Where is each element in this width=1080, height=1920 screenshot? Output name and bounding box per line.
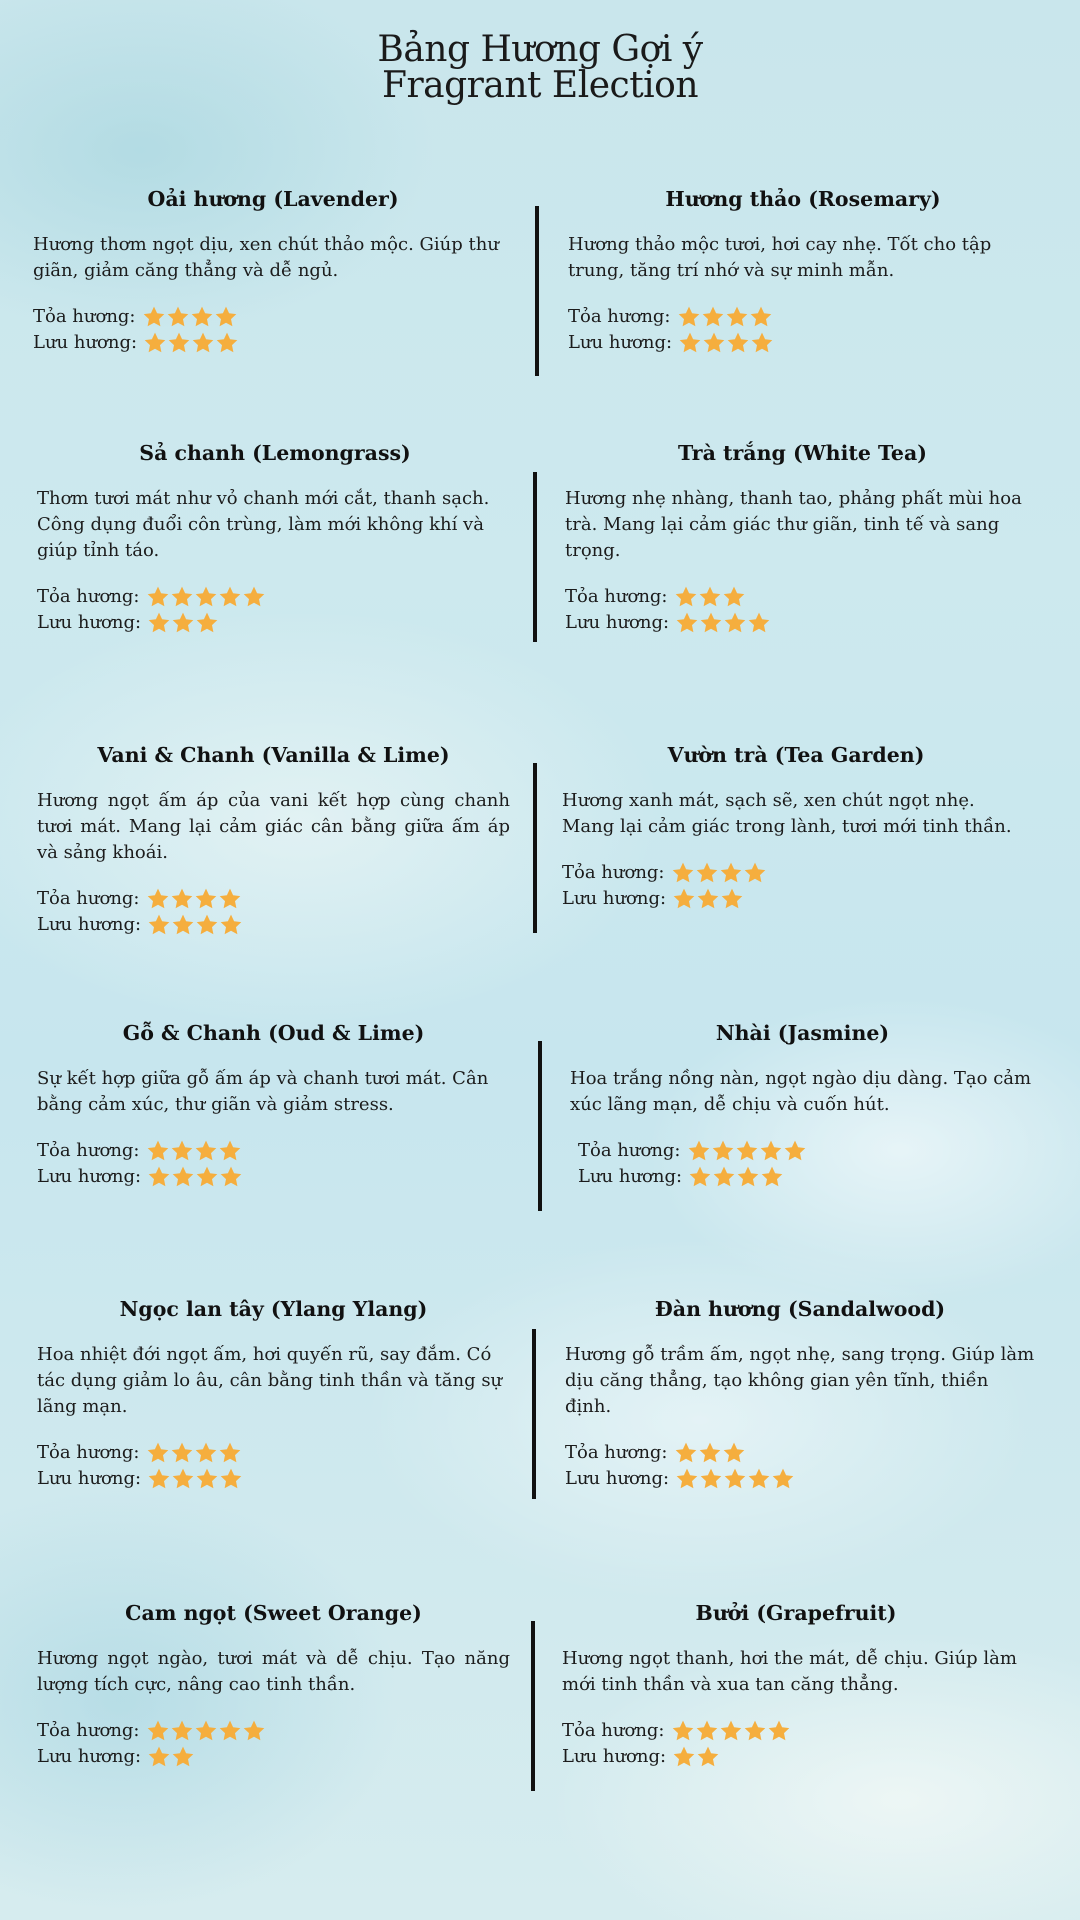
star-icon [725, 305, 749, 329]
star-rating [147, 611, 219, 635]
card-description: Hương nhẹ nhàng, thanh tao, phảng phất mùi hoa trà. Mang lại cảm giác thư giãn, tinh tế và sang trọng. [565, 488, 1022, 561]
ratings [565, 584, 1040, 636]
diffusion-label: Tỏa hương: [37, 1140, 140, 1161]
card-title: Nhài (Jasmine) [715, 1021, 890, 1045]
card-rosemary [568, 186, 1038, 356]
star-icon [747, 1467, 771, 1491]
star-icon [750, 331, 774, 355]
longevity-rating [37, 1466, 510, 1492]
card-title: Vườn trà (Tea Garden) [667, 743, 925, 767]
star-icon [672, 1745, 696, 1769]
star-icon [701, 305, 725, 329]
diffusion-rating [33, 304, 513, 330]
diffusion-label: Tỏa hương: [568, 306, 671, 327]
diffusion-rating [562, 1718, 1030, 1744]
diffusion-rating [568, 304, 1038, 330]
star-icon [214, 305, 238, 329]
star-icon [711, 1139, 735, 1163]
star-rating [147, 1467, 243, 1491]
card-description: Hương ngọt ngào, tươi mát và dễ chịu. Tạo năng lượng tích cực, nâng cao tinh thần. [37, 1648, 510, 1695]
card-description: Hương thảo mộc tươi, hơi cay nhẹ. Tốt cho tập trung, tăng trí nhớ và sự minh mẫn. [568, 234, 992, 281]
star-icon [170, 887, 194, 911]
star-icon [749, 305, 773, 329]
star-icon [699, 611, 723, 635]
star-icon [218, 1719, 242, 1743]
star-icon [743, 1719, 767, 1743]
star-rating [147, 913, 243, 937]
card-description: Hương ngọt ấm áp của vani kết hợp cùng chanh tươi mát. Mang lại cảm giác cân bằng giữa ấm áp và sảng khoái. [37, 790, 510, 863]
star-icon [147, 913, 171, 937]
star-rating [687, 1139, 807, 1163]
diffusion-label: Tỏa hương: [562, 862, 665, 883]
star-rating [146, 1139, 242, 1163]
card-title: Cam ngọt (Sweet Orange) [125, 1601, 422, 1625]
star-icon [698, 1441, 722, 1465]
star-icon [171, 1467, 195, 1491]
star-icon [759, 1139, 783, 1163]
star-icon [170, 1441, 194, 1465]
diffusion-rating [37, 584, 513, 610]
longevity-label: Lưu hương: [37, 914, 142, 935]
card-description: Thơm tươi mát như vỏ chanh mới cắt, thanh sạch. Công dụng đuổi côn trùng, làm mới không khí và giúp tỉnh táo. [37, 488, 490, 561]
star-icon [671, 861, 695, 885]
star-icon [767, 1719, 791, 1743]
longevity-rating [37, 912, 510, 938]
ratings [37, 886, 510, 938]
star-rating [672, 1745, 720, 1769]
star-icon [195, 913, 219, 937]
star-icon [696, 887, 720, 911]
ratings [37, 584, 513, 636]
longevity-rating [37, 610, 513, 636]
star-icon [695, 1719, 719, 1743]
star-icon [191, 331, 215, 355]
star-icon [194, 1139, 218, 1163]
star-icon [719, 1719, 743, 1743]
star-icon [722, 585, 746, 609]
longevity-label: Lưu hương: [578, 1166, 683, 1187]
card-title: Hương thảo (Rosemary) [665, 187, 941, 211]
card-description: Hương xanh mát, sạch sẽ, xen chút ngọt nhẹ. Mang lại cảm giác trong lành, tươi mới tinh thần. [562, 790, 1012, 837]
card-title: Oải hương (Lavender) [147, 187, 399, 211]
star-icon [675, 1467, 699, 1491]
diffusion-label: Tỏa hương: [578, 1140, 681, 1161]
card-white-tea [565, 440, 1040, 636]
page-title-vietnamese: Bảng Hương Gợi ý [377, 29, 703, 70]
card-description: Hoa trắng nồng nàn, ngọt ngào dịu dàng. Tạo cảm xúc lãng mạn, dễ chịu và cuốn hút. [570, 1068, 1032, 1115]
star-icon [671, 1719, 695, 1743]
diffusion-label: Tỏa hương: [565, 586, 668, 607]
diffusion-rating [37, 1718, 510, 1744]
star-rating [147, 1165, 243, 1189]
diffusion-label: Tỏa hương: [37, 1720, 140, 1741]
diffusion-rating [37, 886, 510, 912]
column-divider [532, 1329, 536, 1499]
star-icon [678, 331, 702, 355]
star-icon [143, 331, 167, 355]
star-rating [674, 1441, 746, 1465]
star-icon [218, 585, 242, 609]
star-icon [743, 861, 767, 885]
star-icon [195, 1467, 219, 1491]
star-rating [672, 887, 744, 911]
column-divider [533, 472, 537, 642]
longevity-rating [578, 1164, 1035, 1190]
star-icon [218, 887, 242, 911]
longevity-label: Lưu hương: [565, 1468, 670, 1489]
diffusion-label: Tỏa hương: [33, 306, 136, 327]
star-icon [723, 611, 747, 635]
card-tea-garden [562, 742, 1030, 912]
star-rating [671, 861, 767, 885]
star-icon [170, 1719, 194, 1743]
ratings [562, 860, 1030, 912]
ratings [37, 1138, 510, 1190]
star-rating [675, 611, 771, 635]
longevity-label: Lưu hương: [37, 1746, 142, 1767]
star-icon [719, 861, 743, 885]
star-icon [194, 1441, 218, 1465]
card-sweet-orange [37, 1600, 510, 1770]
star-icon [726, 331, 750, 355]
card-title: Vani & Chanh (Vanilla & Lime) [97, 743, 450, 767]
star-icon [146, 1719, 170, 1743]
longevity-label: Lưu hương: [562, 1746, 667, 1767]
star-rating [147, 1745, 195, 1769]
column-divider [533, 763, 537, 933]
longevity-rating [568, 330, 1038, 356]
star-icon [142, 305, 166, 329]
card-grapefruit [562, 1600, 1030, 1770]
ratings [37, 1718, 510, 1770]
longevity-rating [565, 610, 1040, 636]
star-icon [147, 1745, 171, 1769]
star-icon [242, 1719, 266, 1743]
star-icon [146, 585, 170, 609]
star-icon [688, 1165, 712, 1189]
star-icon [219, 1165, 243, 1189]
column-divider [531, 1621, 535, 1791]
longevity-label: Lưu hương: [568, 332, 673, 353]
longevity-rating [37, 1164, 510, 1190]
card-lavender [33, 186, 513, 356]
star-icon [166, 305, 190, 329]
card-title: Sả chanh (Lemongrass) [139, 441, 411, 465]
column-divider [535, 206, 539, 376]
longevity-rating [565, 1466, 1035, 1492]
star-icon [720, 887, 744, 911]
diffusion-rating [562, 860, 1030, 886]
star-icon [218, 1441, 242, 1465]
page-title [0, 29, 1080, 106]
star-icon [699, 1467, 723, 1491]
star-icon [147, 1467, 171, 1491]
star-icon [675, 611, 699, 635]
star-icon [696, 1745, 720, 1769]
star-icon [146, 1139, 170, 1163]
card-description: Hương ngọt thanh, hơi the mát, dễ chịu. Giúp làm mới tinh thần và xua tan căng thẳng. [562, 1648, 1017, 1695]
star-icon [167, 331, 191, 355]
ratings [33, 304, 513, 356]
star-icon [170, 1139, 194, 1163]
star-icon [783, 1139, 807, 1163]
longevity-label: Lưu hương: [565, 612, 670, 633]
star-icon [771, 1467, 795, 1491]
ratings [562, 1718, 1030, 1770]
star-icon [146, 887, 170, 911]
star-icon [171, 1745, 195, 1769]
card-title: Ngọc lan tây (Ylang Ylang) [119, 1297, 428, 1321]
star-icon [147, 1165, 171, 1189]
diffusion-label: Tỏa hương: [562, 1720, 665, 1741]
card-jasmine [570, 1020, 1035, 1190]
longevity-label: Lưu hương: [37, 612, 142, 633]
star-icon [215, 331, 239, 355]
card-description: Hương thơm ngọt dịu, xen chút thảo mộc. Giúp thư giãn, giảm căng thẳng và dễ ngủ. [33, 234, 499, 281]
diffusion-label: Tỏa hương: [37, 1442, 140, 1463]
star-icon [219, 913, 243, 937]
star-rating [146, 1719, 266, 1743]
card-title: Gỗ & Chanh (Oud & Lime) [122, 1021, 425, 1045]
star-icon [677, 305, 701, 329]
star-icon [712, 1165, 736, 1189]
star-icon [698, 585, 722, 609]
card-title: Trà trắng (White Tea) [678, 441, 927, 465]
star-icon [702, 331, 726, 355]
star-rating [678, 331, 774, 355]
card-title: Bưởi (Grapefruit) [695, 1601, 897, 1625]
star-icon [735, 1139, 759, 1163]
star-icon [190, 305, 214, 329]
longevity-label: Lưu hương: [562, 888, 667, 909]
diffusion-label: Tỏa hương: [37, 888, 140, 909]
star-icon [146, 1441, 170, 1465]
page-title-english: Fragrant Election [381, 65, 699, 106]
diffusion-label: Tỏa hương: [37, 586, 140, 607]
star-rating [146, 1441, 242, 1465]
longevity-rating [37, 1744, 510, 1770]
star-rating [146, 887, 242, 911]
longevity-label: Lưu hương: [33, 332, 138, 353]
longevity-rating [562, 1744, 1030, 1770]
ratings [568, 304, 1038, 356]
card-vanilla-lime [37, 742, 510, 938]
star-rating [146, 585, 266, 609]
star-icon [695, 861, 719, 885]
star-rating [688, 1165, 784, 1189]
diffusion-rating [565, 584, 1040, 610]
diffusion-rating [37, 1138, 510, 1164]
star-icon [723, 1467, 747, 1491]
star-rating [677, 305, 773, 329]
star-icon [195, 611, 219, 635]
card-oud-lime [37, 1020, 510, 1190]
star-icon [195, 1165, 219, 1189]
star-icon [171, 1165, 195, 1189]
column-divider [538, 1041, 542, 1211]
star-icon [194, 1719, 218, 1743]
card-title: Đàn hương (Sandalwood) [654, 1297, 946, 1321]
card-description: Hương gỗ trầm ấm, ngọt nhẹ, sang trọng. Giúp làm dịu căng thẳng, tạo không gian yên tĩnh, thiền định. [565, 1344, 1035, 1417]
card-description: Sự kết hợp giữa gỗ ấm áp và chanh tươi mát. Cân bằng cảm xúc, thư giãn và giảm stress. [37, 1068, 489, 1115]
star-icon [760, 1165, 784, 1189]
star-icon [194, 887, 218, 911]
star-icon [747, 611, 771, 635]
star-icon [171, 611, 195, 635]
ratings [565, 1440, 1035, 1492]
star-rating [143, 331, 239, 355]
ratings [37, 1440, 510, 1492]
star-icon [147, 611, 171, 635]
longevity-label: Lưu hương: [37, 1468, 142, 1489]
star-icon [170, 585, 194, 609]
diffusion-rating [37, 1440, 510, 1466]
star-icon [722, 1441, 746, 1465]
star-rating [674, 585, 746, 609]
star-icon [194, 585, 218, 609]
longevity-rating [562, 886, 1030, 912]
star-icon [736, 1165, 760, 1189]
star-icon [672, 887, 696, 911]
diffusion-label: Tỏa hương: [565, 1442, 668, 1463]
star-rating [675, 1467, 795, 1491]
card-description: Hoa nhiệt đới ngọt ấm, hơi quyến rũ, say đắm. Có tác dụng giảm lo âu, cân bằng tinh thần và tăng sự lãng mạn. [37, 1344, 503, 1417]
card-lemongrass [37, 440, 513, 636]
star-rating [142, 305, 238, 329]
star-rating [671, 1719, 791, 1743]
diffusion-rating [565, 1440, 1035, 1466]
star-icon [674, 585, 698, 609]
star-icon [687, 1139, 711, 1163]
card-sandalwood [565, 1296, 1035, 1492]
ratings [570, 1138, 1035, 1190]
diffusion-rating [578, 1138, 1035, 1164]
star-icon [219, 1467, 243, 1491]
star-icon [242, 585, 266, 609]
star-icon [171, 913, 195, 937]
star-icon [218, 1139, 242, 1163]
longevity-rating [33, 330, 513, 356]
star-icon [674, 1441, 698, 1465]
card-ylang-ylang [37, 1296, 510, 1492]
longevity-label: Lưu hương: [37, 1166, 142, 1187]
